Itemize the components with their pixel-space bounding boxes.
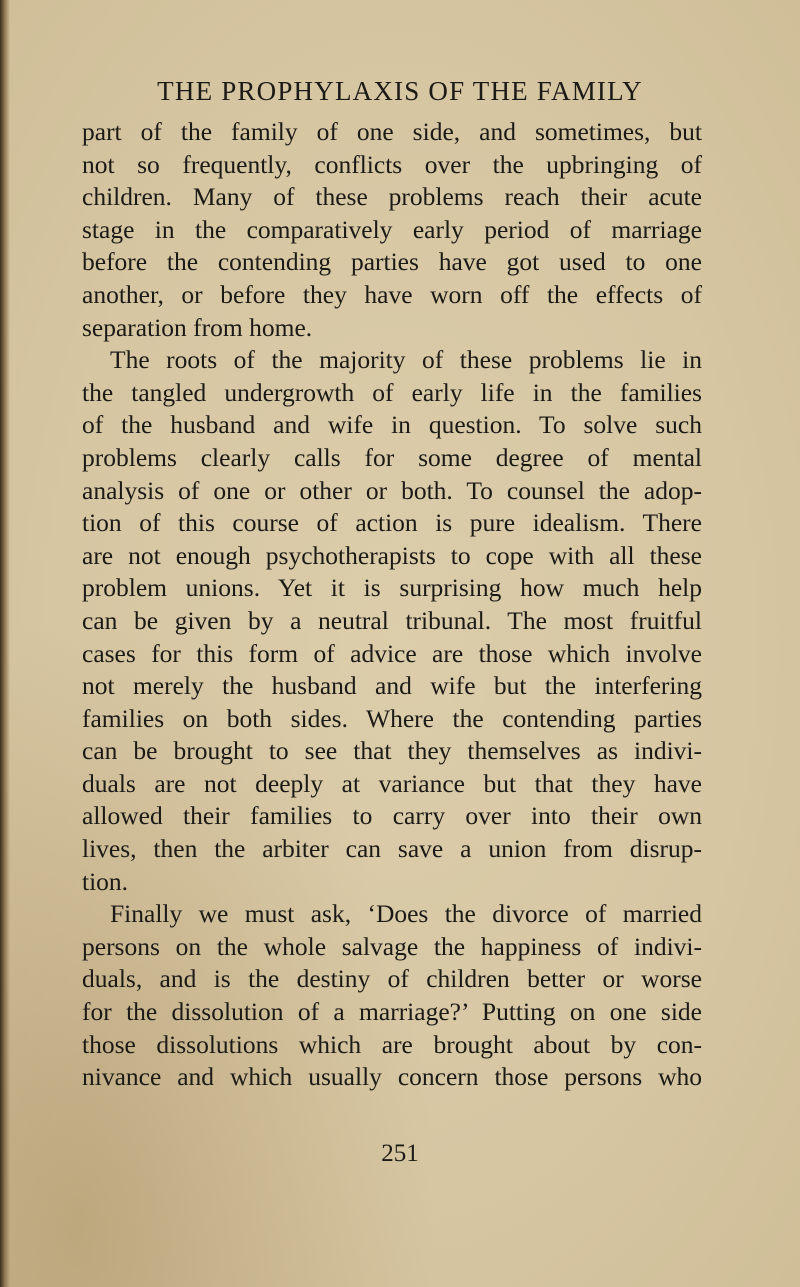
text-line: part of the family of one side, and sometimes, but	[82, 117, 702, 146]
text-line: problem unions. Yet it is surprising how much help	[82, 573, 702, 603]
running-head: THE PROPHYLAXIS OF THE FAMILY	[157, 76, 643, 106]
text-line: nivance and which usually concern those persons who	[82, 1062, 702, 1092]
text-line: separation from home.	[82, 312, 313, 342]
text-line: not merely the husband and wife but the interfering	[82, 671, 702, 701]
text-line: analysis of one or other or both. To counsel the adop-	[82, 475, 702, 505]
text-line: for the dissolution of a marriage?’ Putting on one side	[82, 997, 702, 1027]
text-line: those dissolutions which are brought about by con-	[82, 1029, 702, 1059]
text-line: the tangled undergrowth of early life in the families	[82, 377, 702, 407]
text-line: cases for this form of advice are those which involve	[82, 638, 702, 668]
text-line: can be brought to see that they themselves as indivi-	[82, 736, 702, 766]
page-number: 251	[381, 1140, 419, 1167]
body-text	[82, 116, 702, 1094]
text-line: stage in the comparatively early period of marriage	[82, 214, 702, 244]
text-line: duals are not deeply at variance but that they have	[82, 768, 702, 798]
text-line: not so frequently, conflicts over the upbringing of	[82, 149, 702, 179]
text-line: allowed their families to carry over into their own	[82, 801, 702, 831]
text-line: tion.	[82, 866, 129, 896]
text-line: are not enough psychotherapists to cope with all these	[82, 540, 702, 570]
text-line: can be given by a neutral tribunal. The most fruitful	[82, 605, 702, 635]
text-line: another, or before they have worn off the effects of	[82, 279, 702, 309]
text-line: of the husband and wife in question. To solve such	[82, 410, 702, 440]
text-line: lives, then the arbiter can save a union from disrup-	[82, 834, 702, 864]
text-line: before the contending parties have got used to one	[82, 247, 702, 277]
book-spine-edge	[0, 0, 10, 1287]
text-line: duals, and is the destiny of children better or worse	[82, 964, 702, 994]
text-line: children. Many of these problems reach their acute	[82, 182, 702, 212]
text-line: The roots of the majority of these problems lie in	[110, 345, 702, 375]
text-line: problems clearly calls for some degree of mental	[82, 442, 702, 472]
text-line: Finally we must ask, ‘Does the divorce of married	[110, 899, 702, 929]
text-line: tion of this course of action is pure idealism. There	[82, 508, 702, 538]
text-line: persons on the whole salvage the happiness of indivi-	[82, 931, 702, 961]
text-line: families on both sides. Where the contending parties	[82, 703, 702, 733]
